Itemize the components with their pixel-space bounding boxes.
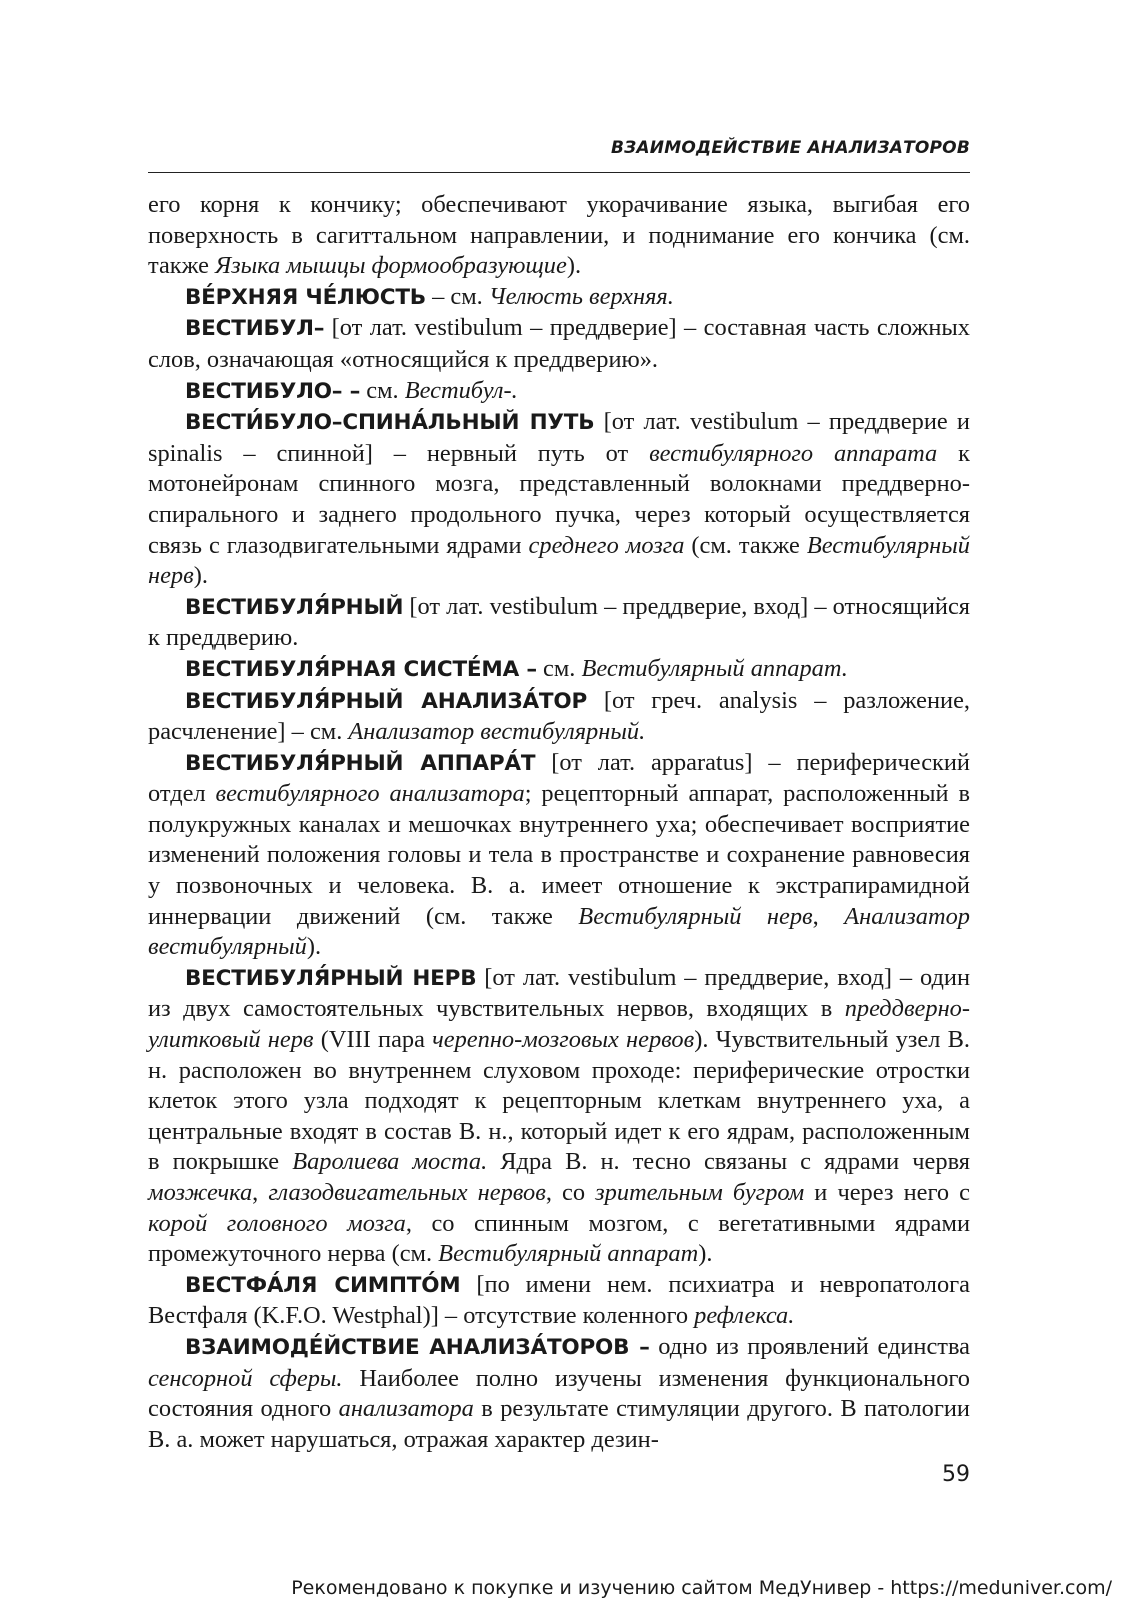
- cross-reference: вестибулярного аппарата: [649, 439, 938, 467]
- cross-reference: рефлекса.: [694, 1302, 795, 1330]
- entry-text: (VIII пара: [313, 1026, 433, 1054]
- entry-text: ).: [306, 933, 322, 961]
- dictionary-entry: [148, 376, 970, 408]
- cross-reference: Анализатор вестибулярный: [148, 902, 970, 961]
- entry-text: ).: [193, 562, 208, 590]
- entry-term: ВЕСТИБУЛЯ́РНЫЙ АППАРА́Т: [185, 750, 536, 776]
- entry-term: ВЕСТИБУЛЯ́РНЫЙ: [185, 594, 404, 620]
- entry-term: ВЕСТИБУЛ–: [185, 316, 325, 342]
- dictionary-entry: [148, 686, 970, 748]
- entry-text: см.: [360, 376, 405, 404]
- cross-reference: вестибулярного анализатора: [215, 780, 525, 808]
- entry-text: , со спинным мозгом, с вегетативными ядрами промежуточного нерва (см.: [148, 1209, 970, 1268]
- entry-term: ВЕСТИ́БУЛО–СПИНА́ЛЬНЫЙ ПУТЬ: [185, 410, 595, 436]
- entry-text: Ядра В. н. тесно связаны с ядрами червя: [487, 1148, 970, 1176]
- cross-reference: Варолиева моста.: [292, 1148, 488, 1176]
- entry-text: (см. также: [684, 531, 807, 559]
- dictionary-entry: [148, 407, 970, 592]
- entry-text: [от лат. vestibulum – преддверие, вход] – один из двух самостоятельных чувствительных нервов, входящих в: [148, 963, 970, 1023]
- cross-reference: зрительным бугром: [595, 1179, 805, 1206]
- dictionary-text: [148, 190, 970, 1455]
- entry-text: его корня к кончику; обеспечивают укорачивание языка, выгибая его поверхность в сагиттальном направлении, и поднимание его кончика (см. также: [148, 191, 970, 280]
- dictionary-entry: [148, 313, 970, 375]
- entry-text: [от лат. vestibulum – преддверие и spinalis – спинной] – нервный путь от: [148, 408, 970, 467]
- dictionary-entry: [148, 963, 970, 1270]
- entry-text: [от лат. vestibulum – преддверие, вход] – относящийся к преддверию.: [148, 592, 970, 652]
- dictionary-entry: [148, 654, 970, 686]
- entry-term: ВЕСТФА́ЛЯ СИМПТО́М: [185, 1272, 461, 1298]
- cross-reference: сенсорной сферы.: [148, 1364, 343, 1392]
- footer-recommendation: Рекомендовано к покупке и изучению сайтом МедУнивер - https://meduniver.com/: [291, 1577, 1112, 1599]
- entry-text: ; рецепторный аппарат, расположенный в полукружных каналах и мешочках внутреннего уха; обеспечивает восприятие изменений положения головы и тела в пространстве и сохранение равновесия у позвоночных и человека. В. а. имеет отношение к экстрапирамидной иннервации движений (см. также: [148, 780, 970, 930]
- entry-text: одно из проявлений единства: [649, 1332, 970, 1360]
- entry-text: [от лат. apparatus] – периферический отдел: [148, 748, 970, 808]
- entry-text: в результате стимуляции другого. В патологии В. а. может нарушаться, отражая характер дезин-: [148, 1395, 970, 1453]
- entry-text: ).: [566, 252, 582, 280]
- dictionary-entry: [148, 282, 970, 314]
- entry-text: ,: [252, 1179, 269, 1206]
- entry-term: ВЗАИМОДЕ́ЙСТВИЕ АНАЛИЗА́ТОРОВ –: [185, 1334, 650, 1360]
- cross-reference: анализатора: [338, 1395, 474, 1423]
- cross-reference: корой головного мозга: [148, 1209, 406, 1237]
- dictionary-entry: [148, 1270, 970, 1332]
- running-title: ВЗАИМОДЕЙСТВИЕ АНАЛИЗАТОРОВ: [611, 138, 970, 158]
- entry-text: , со: [545, 1179, 596, 1206]
- entry-term: ВЕСТИБУЛО– –: [185, 378, 361, 404]
- cross-reference: Вестибулярный нерв: [578, 902, 813, 930]
- entry-text: к мотонейронам спинного мозга, представленный волокнами преддверно-спирального и заднего продольного пучка, через который осуществляется связь с глазодвигательными ядрами: [148, 439, 970, 559]
- cross-reference: Вестибулярный аппарат.: [581, 654, 848, 682]
- entry-text: и через него с: [804, 1179, 970, 1206]
- entry-text: [от греч. analysis – разложение, расчленение] – см.: [148, 686, 970, 746]
- page-number: 59: [942, 1462, 970, 1487]
- entry-term: ВЕСТИБУЛЯ́РНАЯ СИСТЕ́МА –: [185, 656, 537, 682]
- entry-text: [по имени нем. психиатра и невропатолога Вестфаля (K.F.O. Westphal)] – отсутствие коленного: [148, 1270, 970, 1330]
- cross-reference: Вестибулярный нерв: [148, 531, 970, 590]
- dictionary-entry: [148, 748, 970, 963]
- cross-reference: Языка мышцы формообразующие: [215, 252, 567, 280]
- entry-text: ).: [698, 1240, 713, 1268]
- entry-text: см.: [536, 654, 582, 682]
- cross-reference: преддверно-улитковый нерв: [148, 995, 970, 1054]
- entry-text: – см.: [426, 282, 489, 310]
- entry-text: ). Чувствительный узел В. н. расположен во внутреннем слуховом проходе: периферические отростки клеток этого узла подходят к рецепторным клеткам внутреннего уха, а центральные входят в состав В. н., который идет к его ядрам, расположенным в покрышке: [148, 1026, 970, 1176]
- cross-reference: черепно-мозговых нервов: [432, 1026, 695, 1054]
- cross-reference: глазодвигательных нервов: [268, 1179, 546, 1206]
- header-rule: [148, 172, 970, 173]
- cross-reference: мозжечка: [148, 1179, 253, 1206]
- cross-reference: Вестибул-.: [404, 376, 518, 404]
- entry-text: ,: [812, 902, 845, 930]
- continuation-paragraph: [148, 190, 970, 282]
- dictionary-entry: [148, 1332, 970, 1455]
- entry-text: Наиболее полно изучены изменения функционального состояния одного: [148, 1364, 970, 1423]
- cross-reference: Анализатор вестибулярный.: [348, 718, 646, 746]
- entry-term: ВЕСТИБУЛЯ́РНЫЙ НЕРВ: [185, 965, 477, 991]
- entry-term: ВЕСТИБУЛЯ́РНЫЙ АНАЛИЗА́ТОР: [185, 688, 588, 714]
- cross-reference: среднего мозга: [528, 531, 685, 559]
- dictionary-entry: [148, 592, 970, 654]
- entry-text: [от лат. vestibulum – преддверие] – составная часть сложных слов, означающая «относящийся к преддверию».: [148, 314, 970, 373]
- cross-reference: Челюсть верхняя.: [488, 282, 674, 310]
- entry-term: ВЕ́РХНЯЯ ЧЕ́ЛЮСТЬ: [185, 284, 426, 310]
- cross-reference: Вестибулярный аппарат: [438, 1240, 699, 1268]
